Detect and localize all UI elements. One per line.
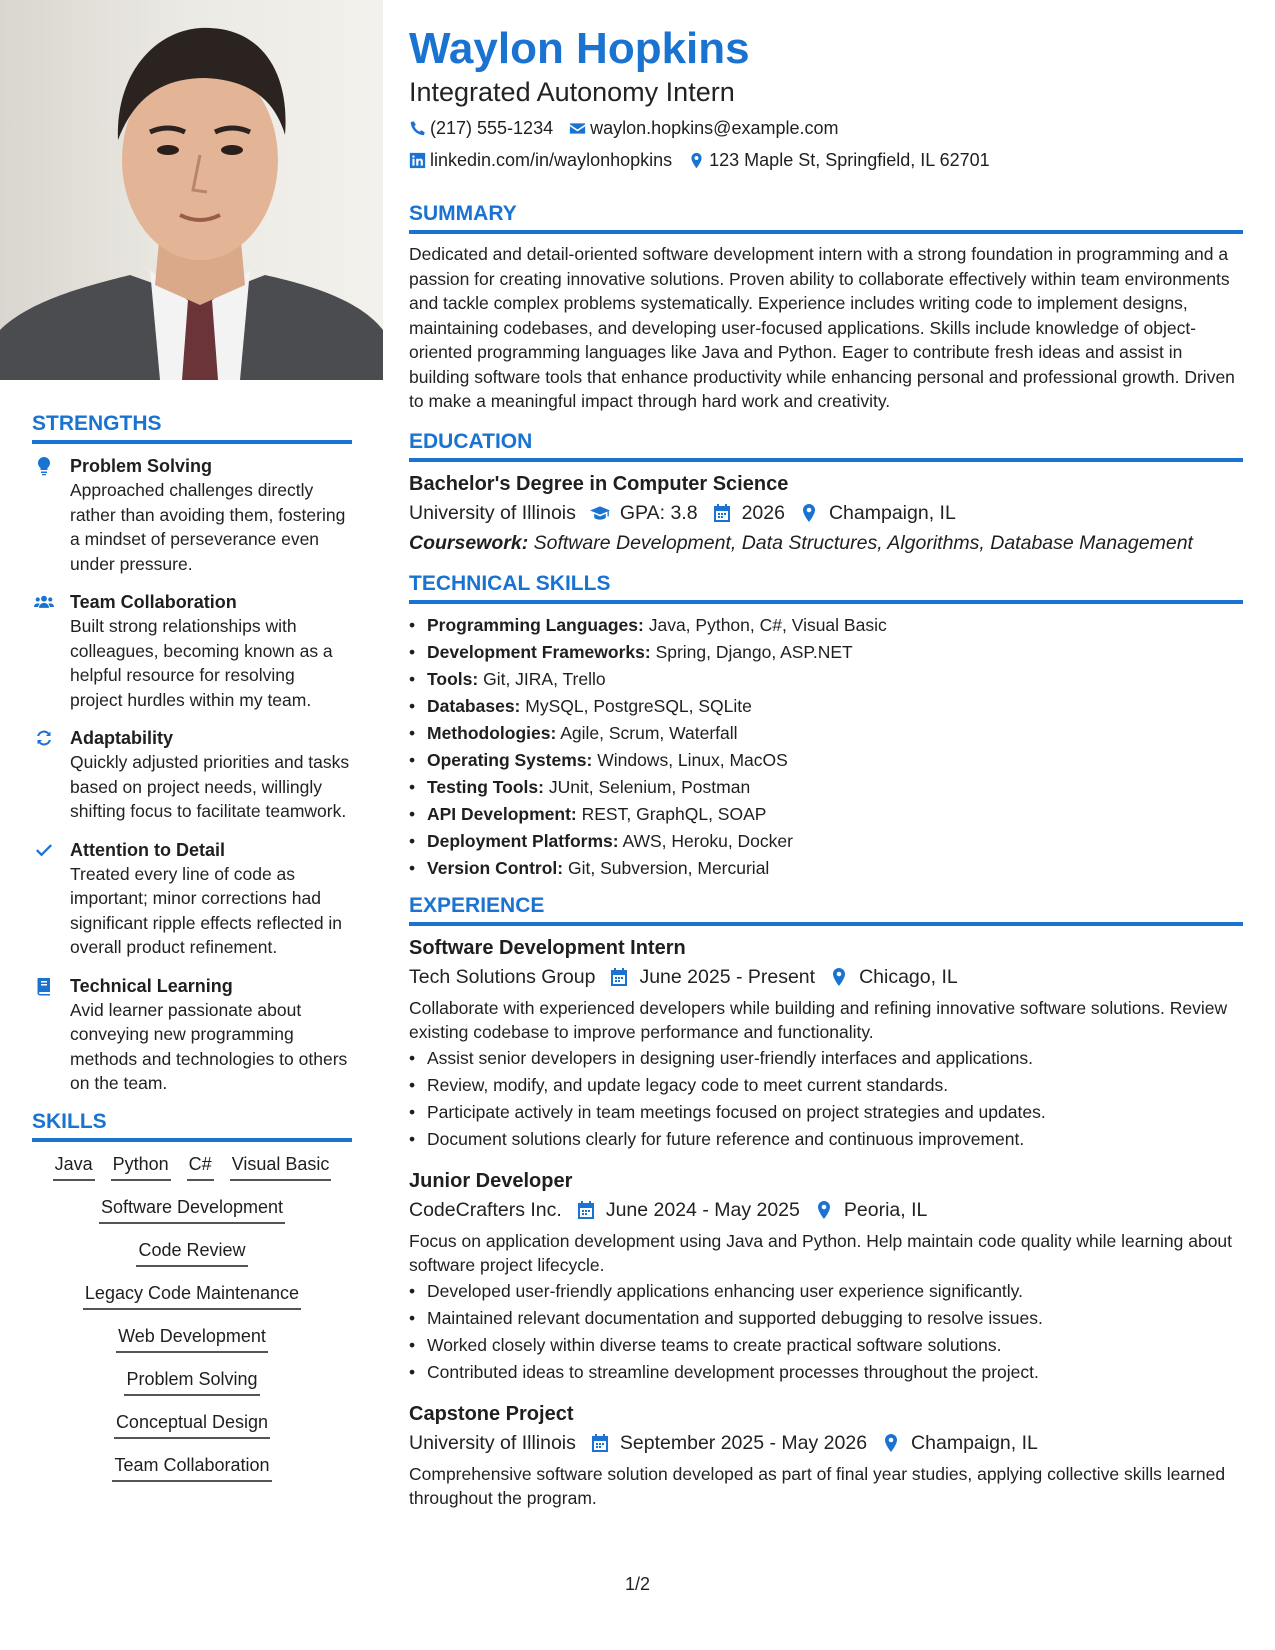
- list-item: • Contributed ideas to streamline development processes throughout the project.: [409, 1359, 1243, 1386]
- skill-tag: Code Review: [136, 1238, 247, 1267]
- strength-item: [32, 454, 352, 576]
- degree-title: Bachelor's Degree in Computer Science: [409, 472, 789, 495]
- contact-row: [409, 148, 1243, 172]
- page-number: 1/2: [624, 1574, 651, 1594]
- list-item: • Version Control: Git, Subversion, Mercurial: [409, 855, 1243, 882]
- strength-description: Quickly adjusted priorities and tasks based on project needs, willingly shifting focus to facilitate teamwork.: [70, 752, 350, 821]
- strength-title: Attention to Detail: [70, 839, 225, 860]
- education-location: Champaign, IL: [828, 501, 956, 524]
- profile-photo: [0, 0, 383, 380]
- summary-text: Dedicated and detail-oriented software development intern with a strong foundation in programming and a passion for creating innovative solutions. Proven ability to collaborate effectively within team environments and tackle complex problems systematically. Experience includes writing code to implement designs, maintaining codebases, and developing user-focused applications. Skills include knowledge of object-oriented programming languages like Java and Python. Eager to contribute fresh ideas and assist in building software tools that enhance productivity while enhancing personal and professional growth. Driven to make a meaningful impact through hard work and creativity.: [409, 244, 1235, 411]
- phone-icon: [409, 120, 426, 137]
- gpa: GPA: 3.8: [619, 501, 698, 524]
- users-icon: [32, 590, 70, 712]
- strengths-list: [32, 454, 352, 1096]
- envelope-icon: [569, 120, 586, 137]
- job-meta: [409, 962, 1243, 992]
- job-location: Peoria, IL: [843, 1198, 928, 1221]
- company-name: Tech Solutions Group: [409, 965, 596, 988]
- strength-item: [32, 974, 352, 1096]
- job-dates: September 2025 - May 2026: [619, 1431, 868, 1454]
- list-item: • Deployment Platforms: AWS, Heroku, Docker: [409, 828, 1243, 855]
- skill-tag: Web Development: [116, 1324, 268, 1353]
- skills-list: [32, 1152, 352, 1482]
- job-bullets: [409, 1045, 1243, 1153]
- skill-tag: Legacy Code Maintenance: [83, 1281, 301, 1310]
- strength-title: Adaptability: [70, 728, 174, 748]
- list-item: • Review, modify, and update legacy code to meet current standards.: [409, 1072, 1243, 1099]
- experience-item: [409, 1400, 1243, 1511]
- list-item: • Databases: MySQL, PostgreSQL, SQLite: [409, 693, 1243, 720]
- experience-item: [409, 934, 1243, 1153]
- strength-title: Problem Solving: [70, 456, 213, 476]
- education-meta: [409, 498, 1243, 528]
- job-title: Junior Developer: [409, 1169, 573, 1192]
- job-title: Capstone Project: [409, 1402, 574, 1425]
- calendar-icon: [576, 1200, 596, 1220]
- map-pin-icon: [829, 967, 849, 987]
- job-location: Chicago, IL: [859, 965, 958, 988]
- phone-number: (217) 555-1234: [430, 118, 554, 138]
- map-pin-icon: [799, 503, 819, 523]
- experience-divider: [409, 922, 1243, 926]
- skill-tag: Software Development: [99, 1195, 285, 1224]
- map-pin-icon: [688, 152, 705, 169]
- map-pin-icon: [881, 1433, 901, 1453]
- phone-contact: [409, 116, 553, 140]
- list-item: • Testing Tools: JUnit, Selenium, Postman: [409, 774, 1243, 801]
- strength-title: Team Collaboration: [70, 592, 237, 612]
- list-item: • Assist senior developers in designing user-friendly interfaces and applications.: [409, 1045, 1243, 1072]
- list-item: • Programming Languages: Java, Python, C#, Visual Basic: [409, 612, 1243, 639]
- technical-skills-section: [409, 572, 1243, 882]
- list-item: • Document solutions clearly for future reference and continuous improvement.: [409, 1126, 1243, 1153]
- strength-description: Avid learner passionate about conveying new programming methods and technologies to others on the team.: [70, 999, 348, 1093]
- book-icon: [32, 974, 70, 1096]
- map-pin-icon: [814, 1200, 834, 1220]
- email-address[interactable]: waylon.hopkins@example.com: [590, 118, 839, 138]
- job-dates: June 2025 - Present: [639, 965, 816, 988]
- strength-item: [32, 838, 352, 960]
- strength-description: Approached challenges directly rather than avoiding them, fostering a mindset of perseverance even under pressure.: [70, 480, 346, 574]
- strengths-heading: STRENGTHS: [32, 412, 162, 435]
- skill-tag: Visual Basic: [230, 1152, 332, 1181]
- list-item: • API Development: REST, GraphQL, SOAP: [409, 801, 1243, 828]
- summary-section: [409, 202, 1243, 414]
- main-content: [409, 22, 1243, 1525]
- coursework: [409, 528, 1243, 558]
- experience-section: [409, 894, 1243, 1511]
- list-item: • Developed user-friendly applications enhancing user experience significantly.: [409, 1278, 1243, 1305]
- list-item: • Methodologies: Agile, Scrum, Waterfall: [409, 720, 1243, 747]
- address-contact: [688, 148, 990, 172]
- skill-tag: Team Collaboration: [112, 1453, 271, 1482]
- education-heading: EDUCATION: [409, 429, 533, 453]
- coursework-label: Coursework:: [409, 531, 529, 554]
- job-description: Collaborate with experienced developers while building and refining innovative software solutions. Review existing codebase to improve performance and functionality.: [409, 997, 1228, 1042]
- email-contact[interactable]: [569, 116, 838, 140]
- list-item: • Development Frameworks: Spring, Django, ASP.NET: [409, 639, 1243, 666]
- skill-tag: Java: [53, 1152, 95, 1181]
- school-name: University of Illinois: [409, 501, 576, 524]
- skill-tag: Problem Solving: [124, 1367, 259, 1396]
- contact-row: [409, 116, 1243, 140]
- calendar-icon: [609, 967, 629, 987]
- sidebar: [32, 412, 352, 1496]
- strengths-divider: [32, 440, 352, 444]
- check-icon: [32, 838, 70, 960]
- company-name: CodeCrafters Inc.: [409, 1198, 562, 1221]
- job-meta: [409, 1428, 1243, 1458]
- summary-heading: SUMMARY: [409, 202, 517, 225]
- candidate-title: Integrated Autonomy Intern: [409, 77, 735, 107]
- technical-skills-divider: [409, 600, 1243, 604]
- coursework-list: Software Development, Data Structures, Algorithms, Database Management: [533, 531, 1193, 554]
- list-item: • Participate actively in team meetings focused on project strategies and updates.: [409, 1099, 1243, 1126]
- skills-divider: [32, 1138, 352, 1142]
- list-item: • Maintained relevant documentation and supported debugging to resolve issues.: [409, 1305, 1243, 1332]
- strength-title: Technical Learning: [70, 975, 233, 996]
- skill-tag: Conceptual Design: [114, 1410, 270, 1439]
- strength-description: Treated every line of code as important; minor corrections had significant ripple effects reflected in overall product refinement.: [70, 863, 343, 957]
- graduation-cap-icon: [590, 503, 610, 523]
- skill-tag: C#: [187, 1152, 214, 1181]
- linkedin-icon: [409, 152, 426, 169]
- education-section: [409, 430, 1243, 558]
- strength-description: Built strong relationships with colleagues, becoming known as a helpful resource for resolving project hurdles within my team.: [70, 616, 333, 710]
- education-divider: [409, 458, 1243, 462]
- skill-tag: Python: [111, 1152, 171, 1181]
- candidate-name: Waylon Hopkins: [409, 24, 750, 73]
- job-location: Champaign, IL: [911, 1431, 1038, 1454]
- technical-skills-heading: TECHNICAL SKILLS: [409, 571, 611, 595]
- job-description: Comprehensive software solution developed as part of final year studies, applying collective skills learned throughout the program.: [409, 1463, 1226, 1508]
- calendar-icon: [590, 1433, 610, 1453]
- graduation-year: 2026: [741, 501, 785, 524]
- job-dates: June 2024 - May 2025: [605, 1198, 800, 1221]
- summary-divider: [409, 230, 1243, 234]
- job-description: Focus on application development using Java and Python. Help maintain code quality while learning about software project lifecycle.: [409, 1230, 1233, 1275]
- list-item: • Tools: Git, JIRA, Trello: [409, 666, 1243, 693]
- strength-item: [32, 590, 352, 712]
- experience-item: [409, 1167, 1243, 1386]
- technical-skills-list: [409, 612, 1243, 882]
- experience-heading: EXPERIENCE: [409, 893, 545, 917]
- linkedin-url[interactable]: linkedin.com/in/waylonhopkins: [430, 150, 673, 170]
- strength-item: [32, 726, 352, 824]
- linkedin-contact[interactable]: [409, 148, 672, 172]
- job-meta: [409, 1195, 1243, 1225]
- lightbulb-icon: [32, 454, 70, 576]
- list-item: • Operating Systems: Windows, Linux, MacOS: [409, 747, 1243, 774]
- address: 123 Maple St, Springfield, IL 62701: [709, 150, 990, 170]
- profile-photo-illustration: [0, 0, 383, 380]
- list-item: • Worked closely within diverse teams to create practical software solutions.: [409, 1332, 1243, 1359]
- sync-icon: [32, 726, 70, 824]
- job-bullets: [409, 1278, 1243, 1386]
- calendar-icon: [712, 503, 732, 523]
- skills-heading: SKILLS: [32, 1109, 107, 1133]
- job-title: Software Development Intern: [409, 936, 686, 959]
- company-name: University of Illinois: [409, 1431, 576, 1454]
